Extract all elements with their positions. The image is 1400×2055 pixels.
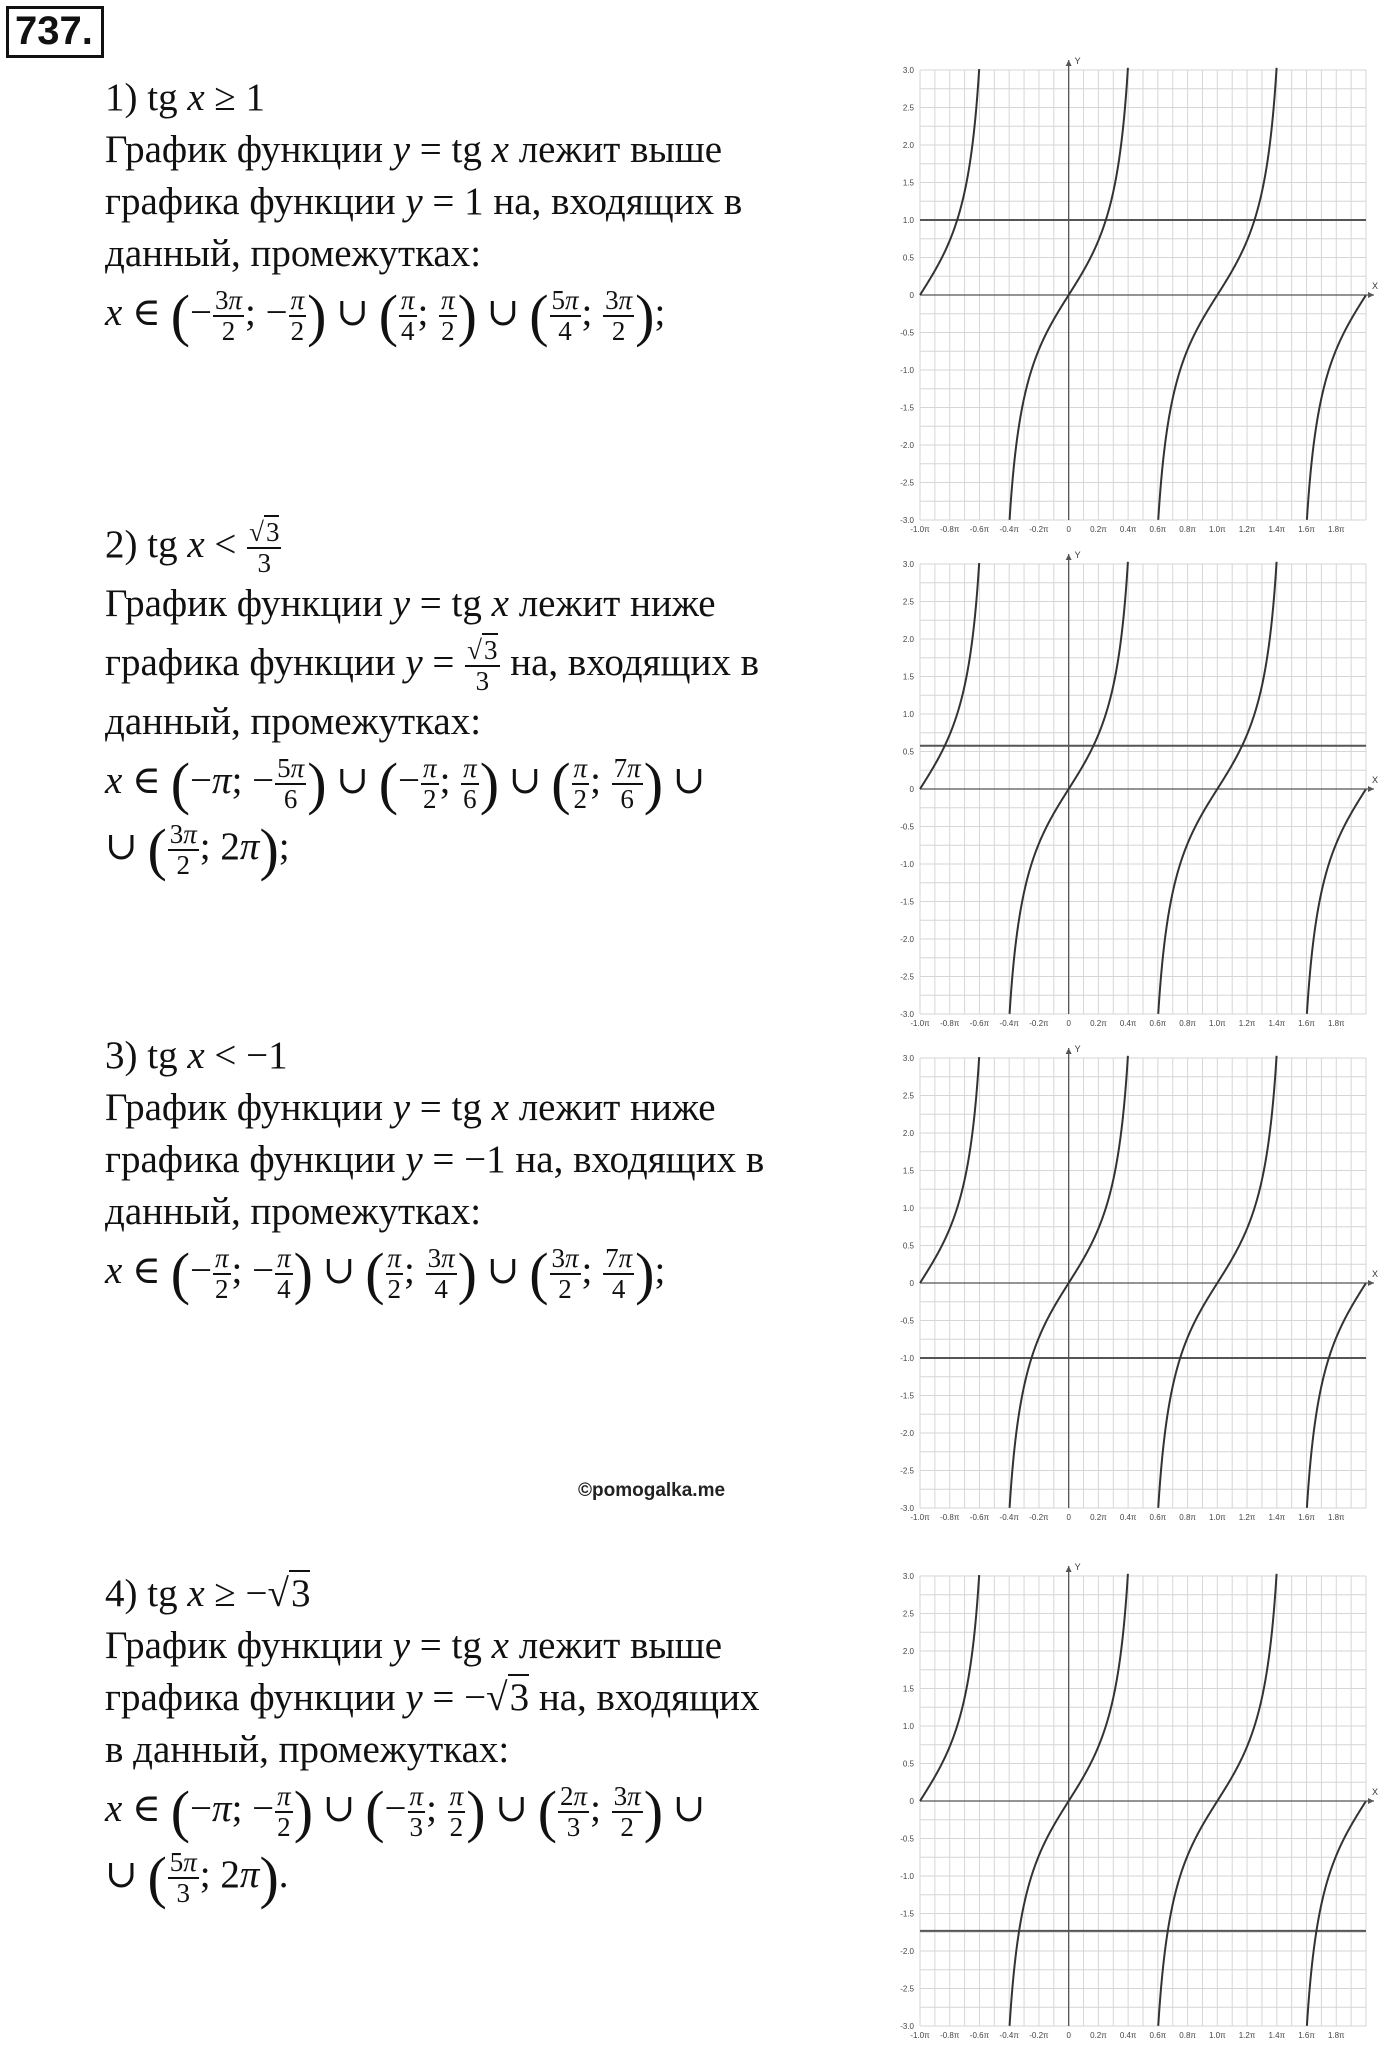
part-4-desc-3: в данный, промежутках: — [105, 1728, 510, 1771]
y-tick-label: 1.5 — [902, 1684, 914, 1694]
y-axis-label: Y — [1074, 550, 1081, 560]
y-tick-label: -1.0 — [900, 1354, 914, 1363]
x-tick-label: 0.6π — [1149, 525, 1167, 534]
y-tick-label: 1.0 — [902, 710, 914, 719]
x-tick-label: -0.6π — [969, 1513, 990, 1522]
y-tick-label: 2.0 — [902, 1129, 914, 1138]
x-tick-label: -0.8π — [940, 525, 960, 534]
part-1-desc-2: графика функции y = 1 на, входящих в — [105, 180, 743, 223]
y-tick-label: 1.0 — [902, 1722, 914, 1731]
part-4-answer-1: x ∈ (−π; − $\frac{\pi}{2}$ ) ∪ (− $\frac{\pi}{3}$ ; $\frac{\pi}{2}$ ) ∪ ( $\frac{2\pi}{3}$ ; $\frac{3\pi}{2}$ ) ∪ — [105, 1779, 706, 1845]
y-tick-label: -1.5 — [900, 1391, 914, 1401]
part-2-desc-3: данный, промежутках: — [105, 700, 482, 744]
part-2-desc-1: График функции y = tg x лежит ниже — [105, 582, 716, 626]
part-4-inequality: 4) tg x ≥ −√3 — [105, 1572, 311, 1615]
y-tick-label: -1.5 — [900, 897, 914, 907]
x-tick-label: 1.2π — [1238, 1019, 1256, 1028]
y-tick-label: -2.5 — [900, 972, 914, 982]
x-tick-label: 0.4π — [1119, 1019, 1137, 1028]
x-axis-label: X — [1372, 281, 1379, 291]
y-tick-label: -2.5 — [900, 1984, 914, 1994]
x-axis-arrow — [1368, 292, 1374, 298]
y-tick-label: -3.0 — [900, 2022, 914, 2031]
y-tick-label: 1.5 — [902, 178, 914, 188]
x-tick-label: 1.8π — [1327, 525, 1345, 534]
graph-1-svg — [868, 52, 1383, 542]
y-tick-label: -1.0 — [900, 860, 914, 869]
x-tick-label: 1.4π — [1268, 2031, 1286, 2040]
y-tick-label: 3.0 — [902, 66, 914, 75]
x-tick-label: 1.6π — [1298, 525, 1315, 534]
y-tick-label: 2.0 — [902, 1647, 914, 1656]
graph-3 — [868, 1040, 1383, 1530]
x-tick-label: 0.4π — [1119, 2031, 1137, 2040]
x-tick-label: 1.4π — [1268, 1019, 1286, 1028]
part-2-answer-1: x ∈ (−π; − $\frac{5\pi}{6}$ ) ∪ (− $\frac{\pi}{2}$ ; $\frac{\pi}{6}$ ) ∪ ( $\frac{\pi}{2}$ ; $\frac{7\pi}{6}$ ) ∪ — [105, 751, 706, 817]
y-tick-label: -3.0 — [900, 1010, 914, 1019]
x-tick-label: 1.0π — [1209, 1513, 1226, 1522]
y-tick-label: 0.5 — [902, 1241, 914, 1251]
x-tick-label: -0.8π — [940, 1513, 960, 1522]
y-tick-label: -2.0 — [900, 1947, 914, 1956]
y-tick-label: 1.0 — [902, 216, 914, 225]
graph-2 — [868, 546, 1383, 1036]
x-tick-label: 0.8π — [1179, 2031, 1196, 2040]
part-1-desc-3: данный, промежутках: — [105, 232, 482, 275]
y-axis-arrow — [1066, 60, 1072, 66]
x-tick-label: 1.6π — [1298, 2031, 1315, 2040]
y-tick-label: -2.0 — [900, 935, 914, 944]
part-3-answer: x ∈ (− $\frac{\pi}{2}$ ; − $\frac{\pi}{4}$ ) ∪ ( $\frac{\pi}{2}$ ; $\frac{3\pi}{4}$ ) ∪ ( $\frac{3\pi}{2}$ ; $\frac{7\pi}{4}$ ); — [105, 1241, 666, 1307]
x-tick-label: 0 — [1066, 525, 1071, 534]
x-tick-label: 1.2π — [1238, 2031, 1256, 2040]
x-axis-arrow — [1368, 1798, 1374, 1804]
x-tick-label: 0.2π — [1090, 1019, 1107, 1028]
x-tick-label: 1.0π — [1209, 2031, 1226, 2040]
graph-2-svg — [868, 546, 1383, 1036]
y-tick-label: 2.5 — [902, 1091, 914, 1101]
y-tick-label: 0 — [909, 785, 914, 794]
x-tick-label: 1.0π — [1209, 525, 1226, 534]
y-axis-label: Y — [1074, 1044, 1081, 1054]
x-axis-arrow — [1368, 786, 1374, 792]
x-tick-label: 0 — [1066, 1019, 1071, 1028]
part-1 — [105, 72, 865, 349]
x-tick-label: -1.0π — [910, 2031, 930, 2040]
part-3 — [105, 1030, 865, 1307]
y-tick-label: -3.0 — [900, 1504, 914, 1513]
x-tick-label: 1.2π — [1238, 525, 1256, 534]
y-tick-label: -1.5 — [900, 1909, 914, 1919]
part-1-answer: x ∈ (− $\frac{3\pi}{2}$ ; − $\frac{\pi}{2}$ ) ∪ ( $\frac{\pi}{4}$ ; $\frac{\pi}{2}$ ) ∪ ( $\frac{5\pi}{4}$ ; $\frac{3\pi}{2}$ ); — [105, 283, 666, 349]
x-tick-label: -0.6π — [969, 2031, 990, 2040]
part-2 — [105, 512, 865, 883]
x-tick-label: -0.6π — [969, 1019, 990, 1028]
x-axis-label: X — [1372, 1787, 1379, 1797]
part-3-desc-1: График функции y = tg x лежит ниже — [105, 1086, 716, 1129]
x-tick-label: 0.6π — [1149, 1019, 1167, 1028]
y-tick-label: -1.0 — [900, 366, 914, 375]
y-tick-label: -0.5 — [900, 328, 914, 338]
y-axis-arrow — [1066, 554, 1072, 560]
x-tick-label: 0.8π — [1179, 1513, 1196, 1522]
y-tick-label: -3.0 — [900, 516, 914, 525]
part-4-desc-1: График функции y = tg x лежит выше — [105, 1624, 723, 1667]
x-tick-label: 0.4π — [1119, 525, 1137, 534]
x-tick-label: -0.4π — [999, 525, 1019, 534]
x-tick-label: 1.4π — [1268, 1513, 1286, 1522]
part-4-desc-2: графика функции y = −√3 на, входящих — [105, 1676, 760, 1719]
part-2-desc-2: графика функции y = $\frac{√3}{3}$ на, входящих в — [105, 635, 760, 697]
x-tick-label: -0.4π — [999, 1513, 1019, 1522]
y-tick-label: -1.0 — [900, 1872, 914, 1881]
y-axis-label: Y — [1074, 56, 1081, 66]
y-tick-label: -0.5 — [900, 1834, 914, 1844]
y-tick-label: -1.5 — [900, 403, 914, 413]
x-tick-label: 0.2π — [1090, 1513, 1107, 1522]
x-tick-label: -0.8π — [940, 2031, 960, 2040]
x-tick-label: 1.6π — [1298, 1513, 1315, 1522]
x-tick-label: 1.2π — [1238, 1513, 1256, 1522]
part-1-desc-1: График функции y = tg x лежит выше — [105, 128, 723, 171]
watermark: ©pomogalka.me — [578, 1480, 726, 1501]
graph-4-svg — [868, 1558, 1383, 2048]
x-tick-label: 0 — [1066, 2031, 1071, 2040]
x-tick-label: 0.6π — [1149, 2031, 1167, 2040]
part-2-answer-2: ∪ ( $\frac{3\pi}{2}$ ; 2π); — [105, 817, 290, 883]
part-3-desc-2: графика функции y = −1 на, входящих в — [105, 1138, 765, 1181]
problem-number: 737. — [6, 6, 104, 58]
x-tick-label: 0.2π — [1090, 2031, 1107, 2040]
y-tick-label: 0.5 — [902, 1759, 914, 1769]
y-axis-arrow — [1066, 1566, 1072, 1572]
x-axis-arrow — [1368, 1280, 1374, 1286]
y-tick-label: 3.0 — [902, 1054, 914, 1063]
x-tick-label: 1.8π — [1327, 1513, 1345, 1522]
x-axis-label: X — [1372, 1269, 1379, 1279]
graph-4 — [868, 1558, 1383, 2048]
y-tick-label: -2.5 — [900, 478, 914, 488]
x-tick-label: -0.2π — [1029, 2031, 1049, 2040]
y-tick-label: 0 — [909, 291, 914, 300]
x-tick-label: -0.2π — [1029, 525, 1049, 534]
y-tick-label: 2.5 — [902, 597, 914, 607]
x-tick-label: 0.8π — [1179, 525, 1196, 534]
x-tick-label: 1.8π — [1327, 2031, 1345, 2040]
x-tick-label: -1.0π — [910, 525, 930, 534]
y-tick-label: 3.0 — [902, 1572, 914, 1581]
x-axis-label: X — [1372, 775, 1379, 785]
x-tick-label: -0.6π — [969, 525, 990, 534]
x-tick-label: -0.8π — [940, 1019, 960, 1028]
part-4-answer-2: ∪ ( $\frac{5\pi}{3}$ ; 2π). — [105, 1845, 289, 1911]
x-tick-label: -0.2π — [1029, 1019, 1049, 1028]
x-tick-label: -0.4π — [999, 2031, 1019, 2040]
x-tick-label: 0.6π — [1149, 1513, 1167, 1522]
y-tick-label: 2.5 — [902, 103, 914, 113]
part-2-inequality: 2) tg x < $\frac{√3}{3}$ — [105, 517, 280, 579]
y-tick-label: -2.0 — [900, 441, 914, 450]
y-tick-label: 2.0 — [902, 635, 914, 644]
x-tick-label: 0.2π — [1090, 525, 1107, 534]
x-tick-label: 0.8π — [1179, 1019, 1196, 1028]
y-tick-label: -0.5 — [900, 1316, 914, 1326]
graph-1 — [868, 52, 1383, 542]
part-1-inequality: 1) tg x ≥ 1 — [105, 76, 266, 119]
y-tick-label: 2.5 — [902, 1609, 914, 1619]
part-3-inequality: 3) tg x < −1 — [105, 1034, 288, 1077]
y-tick-label: -0.5 — [900, 822, 914, 832]
y-tick-label: 1.0 — [902, 1204, 914, 1213]
y-tick-label: 1.5 — [902, 672, 914, 682]
y-tick-label: 2.0 — [902, 141, 914, 150]
x-tick-label: 0 — [1066, 1513, 1071, 1522]
y-axis-arrow — [1066, 1048, 1072, 1054]
y-tick-label: 0 — [909, 1279, 914, 1288]
graph-3-svg — [868, 1040, 1383, 1530]
y-tick-label: 1.5 — [902, 1166, 914, 1176]
x-tick-label: -0.2π — [1029, 1513, 1049, 1522]
part-3-desc-3: данный, промежутках: — [105, 1190, 482, 1233]
y-tick-label: 0.5 — [902, 747, 914, 757]
x-tick-label: -0.4π — [999, 1019, 1019, 1028]
y-tick-label: -2.0 — [900, 1429, 914, 1438]
y-tick-label: 0 — [909, 1797, 914, 1806]
x-tick-label: -1.0π — [910, 1513, 930, 1522]
y-axis-label: Y — [1074, 1562, 1081, 1572]
y-tick-label: -2.5 — [900, 1466, 914, 1476]
x-tick-label: 1.6π — [1298, 1019, 1315, 1028]
x-tick-label: -1.0π — [910, 1019, 930, 1028]
x-tick-label: 0.4π — [1119, 1513, 1137, 1522]
y-tick-label: 0.5 — [902, 253, 914, 263]
y-tick-label: 3.0 — [902, 560, 914, 569]
part-4 — [105, 1568, 865, 1911]
x-tick-label: 1.0π — [1209, 1019, 1226, 1028]
x-tick-label: 1.4π — [1268, 525, 1286, 534]
x-tick-label: 1.8π — [1327, 1019, 1345, 1028]
